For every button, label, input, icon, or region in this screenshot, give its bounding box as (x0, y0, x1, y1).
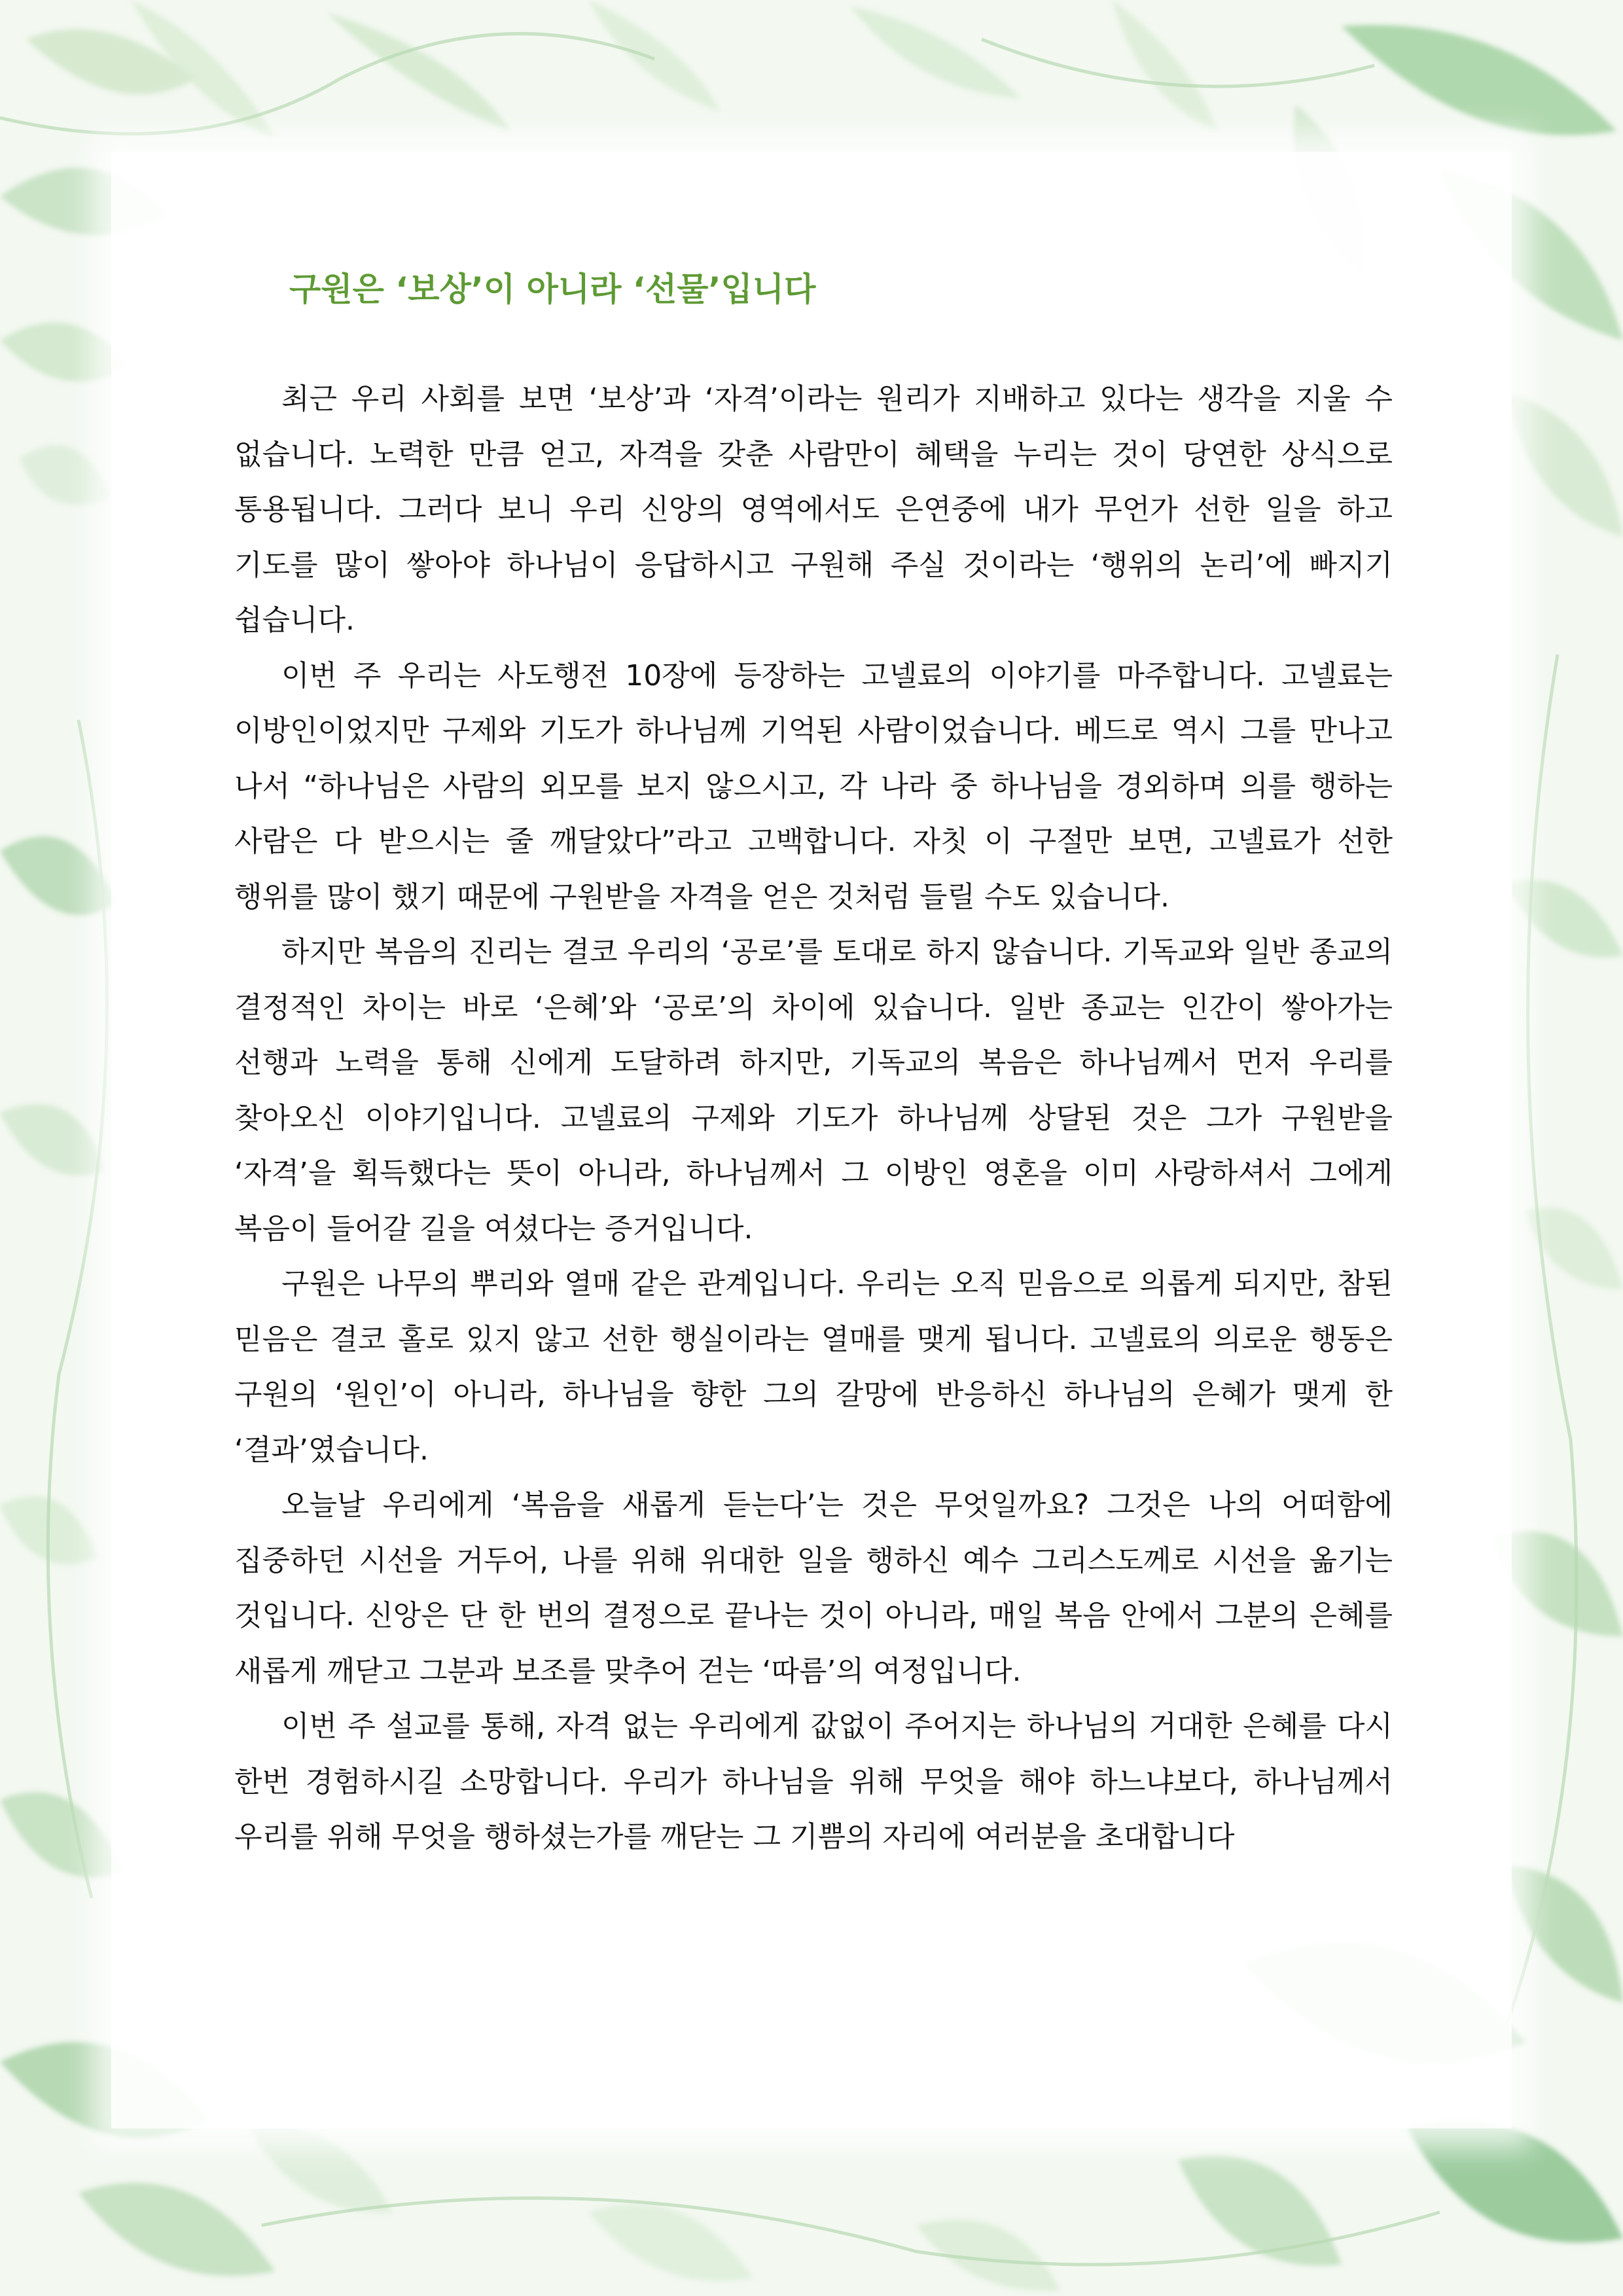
document-title: 구원은 ‘보상’이 아니라 ‘선물’입니다 (289, 270, 816, 308)
paragraph: 이번 주 우리는 사도행전 10장에 등장하는 고넬료의 이야기를 마주합니다. 고넬료는 이방인이었지만 구제와 기도가 하나님께 기억된 사람이었습니다. 베드로 역시 그를 만나고 나서 “하나님은 사람의 외모를 보지 않으시고, 각 나라 중 하나님을 경외하며 의를 행하는 사람은 다 받으시는 줄 깨달았다”라고 고백합니다. 자칫 이 구절만 보면, 고넬료가 선한 행위를 많이 했기 때문에 구원받을 자격을 얻은 것처럼 들릴 수도 있습니다. (234, 658, 1393, 914)
paragraph: 구원은 나무의 뿌리와 열매 같은 관계입니다. 우리는 오직 믿음으로 의롭게 되지만, 참된 믿음은 결코 홀로 있지 않고 선한 행실이라는 열매를 맺게 됩니다. 고넬료의 의로운 행동은 구원의 ‘원인’이 아니라, 하나님을 향한 그의 갈망에 반응하신 하나님의 은혜가 맺게 한 ‘결과’였습니다. (234, 1267, 1393, 1467)
paragraph: 최근 우리 사회를 보면 ‘보상’과 ‘자격’이라는 원리가 지배하고 있다는 생각을 지울 수 없습니다. 노력한 만큼 얻고, 자격을 갖춘 사람만이 혜택을 누리는 것이 당연한 상식으로 통용됩니다. 그러다 보니 우리 신앙의 영역에서도 은연중에 내가 무언가 선한 일을 하고 기도를 많이 쌓아야 하나님이 응답하시고 구원해 주실 것이라는 ‘행위의 논리’에 빠지기 쉽습니다. (234, 382, 1393, 637)
article-body (234, 372, 1393, 1865)
article (234, 257, 1393, 1865)
paragraph: 하지만 복음의 진리는 결코 우리의 ‘공로’를 토대로 하지 않습니다. 기독교와 일반 종교의 결정적인 차이는 바로 ‘은혜’와 ‘공로’의 차이에 있습니다. 일반 종교는 인간이 쌓아가는 선행과 노력을 통해 신에게 도달하려 하지만, 기독교의 복음은 하나님께서 먼저 우리를 찾아오신 이야기입니다. 고넬료의 구제와 기도가 하나님께 상달된 것은 그가 구원받을 ‘자격’을 획득했다는 뜻이 아니라, 하나님께서 그 이방인 영혼을 이미 사랑하셔서 그에게 복음이 들어갈 길을 여셨다는 증거입니다. (234, 935, 1393, 1246)
paragraph: 이번 주 설교를 통해, 자격 없는 우리에게 값없이 주어지는 하나님의 거대한 은혜를 다시 한번 경험하시길 소망합니다. 우리가 하나님을 위해 무엇을 해야 하느냐보다, 하나님께서 우리를 위해 무엇을 행하셨는가를 깨닫는 그 기쁨의 자리에 여러분을 초대합니다 (234, 1710, 1393, 1854)
paragraph: 오늘날 우리에게 ‘복음을 새롭게 듣는다’는 것은 무엇일까요? 그것은 나의 어떠함에 집중하던 시선을 거두어, 나를 위해 위대한 일을 행하신 예수 그리스도께로 시선을 옮기는 것입니다. 신앙은 단 한 번의 결정으로 끝나는 것이 아니라, 매일 복음 안에서 그분의 은혜를 새롭게 깨닫고 그분과 보조를 맞추어 걷는 ‘따름’의 여정입니다. (234, 1488, 1393, 1688)
